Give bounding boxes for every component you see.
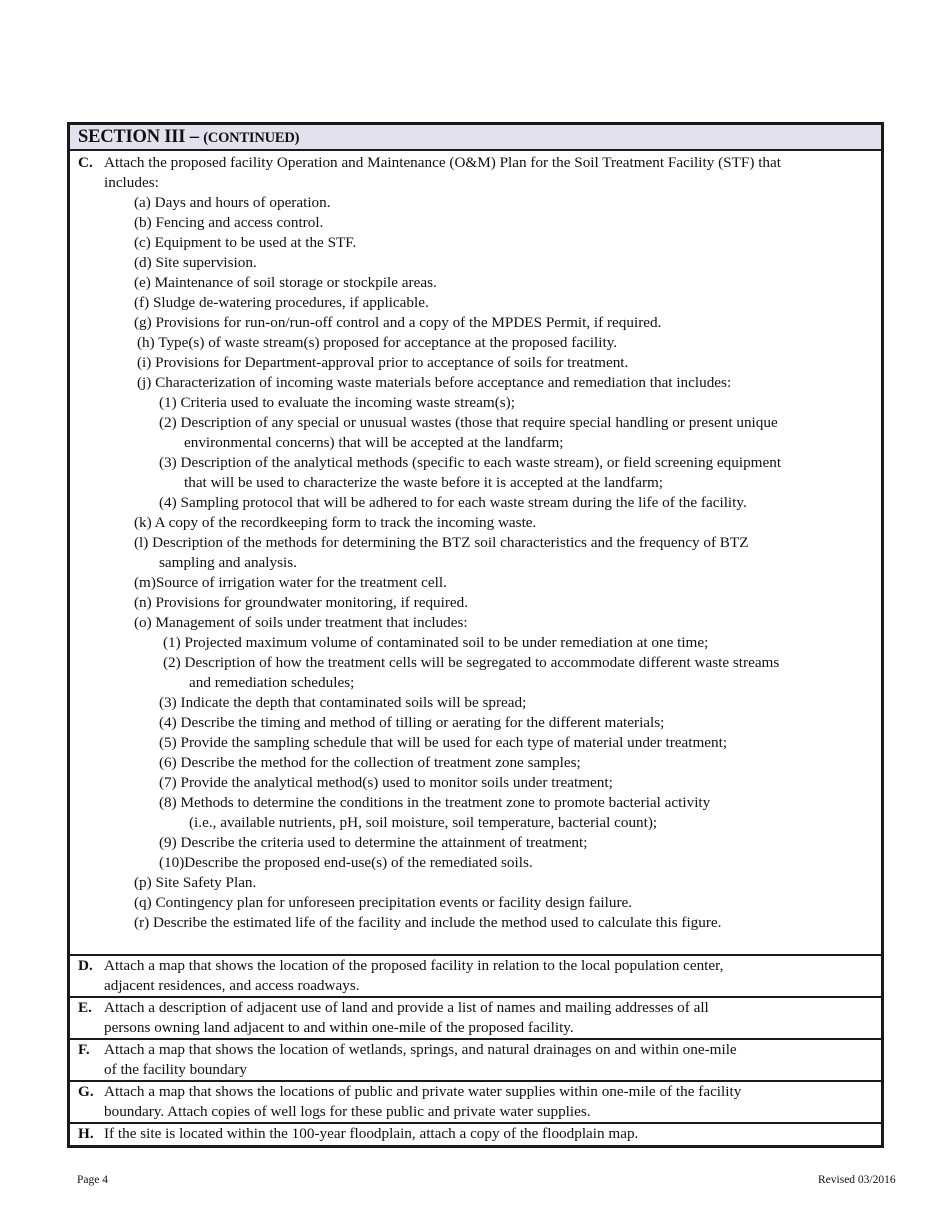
- sub-list-item: (1) Projected maximum volume of contaminated soil to be under remediation at one time;: [163, 634, 709, 651]
- list-item: (f) Sludge de-watering procedures, if applicable.: [134, 294, 429, 311]
- section-iii-form: [67, 122, 884, 1148]
- section-continued-label: (CONTINUED): [203, 130, 300, 146]
- sub-list-item: (2) Description of any special or unusual wastes (those that require special handling or present unique: [159, 414, 778, 431]
- section-d-text: Attach a map that shows the location of the proposed facility in relation to the local population center,: [104, 957, 724, 974]
- list-item: (j) Characterization of incoming waste materials before acceptance and remediation that includes:: [137, 374, 732, 391]
- section-g: [70, 1082, 881, 1124]
- sub-list-item: (7) Provide the analytical method(s) used to monitor soils under treatment;: [159, 774, 613, 791]
- revision-date: Revised 03/2016: [818, 1174, 896, 1186]
- list-item: (q) Contingency plan for unforeseen precipitation events or facility design failure.: [134, 894, 633, 911]
- section-g-text: Attach a map that shows the locations of public and private water supplies within one-mile of the facility: [104, 1083, 742, 1100]
- section-f-text: of the facility boundary: [104, 1061, 247, 1078]
- section-header: [70, 125, 881, 151]
- section-c: [70, 151, 881, 956]
- list-item: (n) Provisions for groundwater monitoring, if required.: [134, 594, 469, 611]
- section-e-letter: E.: [78, 999, 92, 1016]
- sub-list-item: (3) Description of the analytical methods (specific to each waste stream), or field screening equipment: [159, 454, 782, 471]
- sub-list-item: (8) Methods to determine the conditions in the treatment zone to promote bacterial activity: [159, 794, 711, 811]
- list-item: (i) Provisions for Department-approval prior to acceptance of soils for treatment.: [137, 354, 629, 371]
- list-item: (d) Site supervision.: [134, 254, 257, 271]
- section-e-text: Attach a description of adjacent use of land and provide a list of names and mailing addresses of all: [104, 999, 709, 1016]
- list-item: (m)Source of irrigation water for the treatment cell.: [134, 574, 447, 591]
- sub-list-item: (10)Describe the proposed end-use(s) of the remediated soils.: [159, 854, 533, 871]
- sub-list-item-continuation: environmental concerns) that will be accepted at the landfarm;: [184, 434, 564, 451]
- section-c-intro-line: includes:: [104, 174, 159, 191]
- sub-list-item-continuation: that will be used to characterize the waste before it is accepted at the landfarm;: [184, 474, 664, 491]
- section-c-items: [70, 193, 881, 933]
- sub-list-item: (9) Describe the criteria used to determine the attainment of treatment;: [159, 834, 588, 851]
- page-number: Page 4: [77, 1174, 108, 1186]
- section-f: [70, 1040, 881, 1082]
- list-item: (r) Describe the estimated life of the facility and include the method used to calculate this figure.: [134, 914, 722, 931]
- list-item: (b) Fencing and access control.: [134, 214, 324, 231]
- list-item: (g) Provisions for run-on/run-off control and a copy of the MPDES Permit, if required.: [134, 314, 662, 331]
- list-item: (c) Equipment to be used at the STF.: [134, 234, 357, 251]
- section-e: [70, 998, 881, 1040]
- section-c-intro-line: Attach the proposed facility Operation and Maintenance (O&M) Plan for the Soil Treatment Facility (STF) that: [104, 154, 781, 171]
- list-item: (a) Days and hours of operation.: [134, 194, 331, 211]
- section-d-letter: D.: [78, 957, 93, 974]
- section-c-letter: C.: [78, 154, 93, 171]
- sub-list-item: (5) Provide the sampling schedule that will be used for each type of material under treatment;: [159, 734, 728, 751]
- list-item: (l) Description of the methods for determining the BTZ soil characteristics and the frequency of BTZ: [134, 534, 749, 551]
- list-item: (o) Management of soils under treatment that includes:: [134, 614, 468, 631]
- section-title: SECTION III –: [78, 127, 204, 147]
- section-h: [70, 1124, 881, 1145]
- section-f-text: Attach a map that shows the location of wetlands, springs, and natural drainages on and within one-mile: [104, 1041, 737, 1058]
- section-c-intro: [104, 153, 871, 193]
- section-f-letter: F.: [78, 1041, 90, 1058]
- section-g-letter: G.: [78, 1083, 94, 1100]
- section-h-letter: H.: [78, 1125, 94, 1142]
- section-d: [70, 956, 881, 998]
- section-e-text: persons owning land adjacent to and within one-mile of the proposed facility.: [104, 1019, 574, 1036]
- list-item: (k) A copy of the recordkeeping form to track the incoming waste.: [134, 514, 537, 531]
- sub-list-item: (4) Describe the timing and method of tilling or aerating for the different materials;: [159, 714, 665, 731]
- sub-list-item-continuation: and remediation schedules;: [189, 674, 355, 691]
- section-g-text: boundary. Attach copies of well logs for these public and private water supplies.: [104, 1103, 591, 1120]
- sub-list-item-continuation: (i.e., available nutrients, pH, soil moisture, soil temperature, bacterial count);: [189, 814, 658, 831]
- sub-list-item: (4) Sampling protocol that will be adhered to for each waste stream during the life of the facility.: [159, 494, 747, 511]
- sub-list-item: (2) Description of how the treatment cells will be segregated to accommodate different waste streams: [163, 654, 780, 671]
- list-item: (p) Site Safety Plan.: [134, 874, 257, 891]
- sub-list-item: (6) Describe the method for the collection of treatment zone samples;: [159, 754, 581, 771]
- sub-list-item: (1) Criteria used to evaluate the incoming waste stream(s);: [159, 394, 515, 411]
- section-h-text: If the site is located within the 100-year floodplain, attach a copy of the floodplain map.: [104, 1125, 639, 1142]
- sub-list-item: (3) Indicate the depth that contaminated soils will be spread;: [159, 694, 527, 711]
- list-item-continuation: sampling and analysis.: [159, 554, 297, 571]
- list-item: (h) Type(s) of waste stream(s) proposed for acceptance at the proposed facility.: [137, 334, 618, 351]
- list-item: (e) Maintenance of soil storage or stockpile areas.: [134, 274, 437, 291]
- section-d-text: adjacent residences, and access roadways.: [104, 977, 360, 994]
